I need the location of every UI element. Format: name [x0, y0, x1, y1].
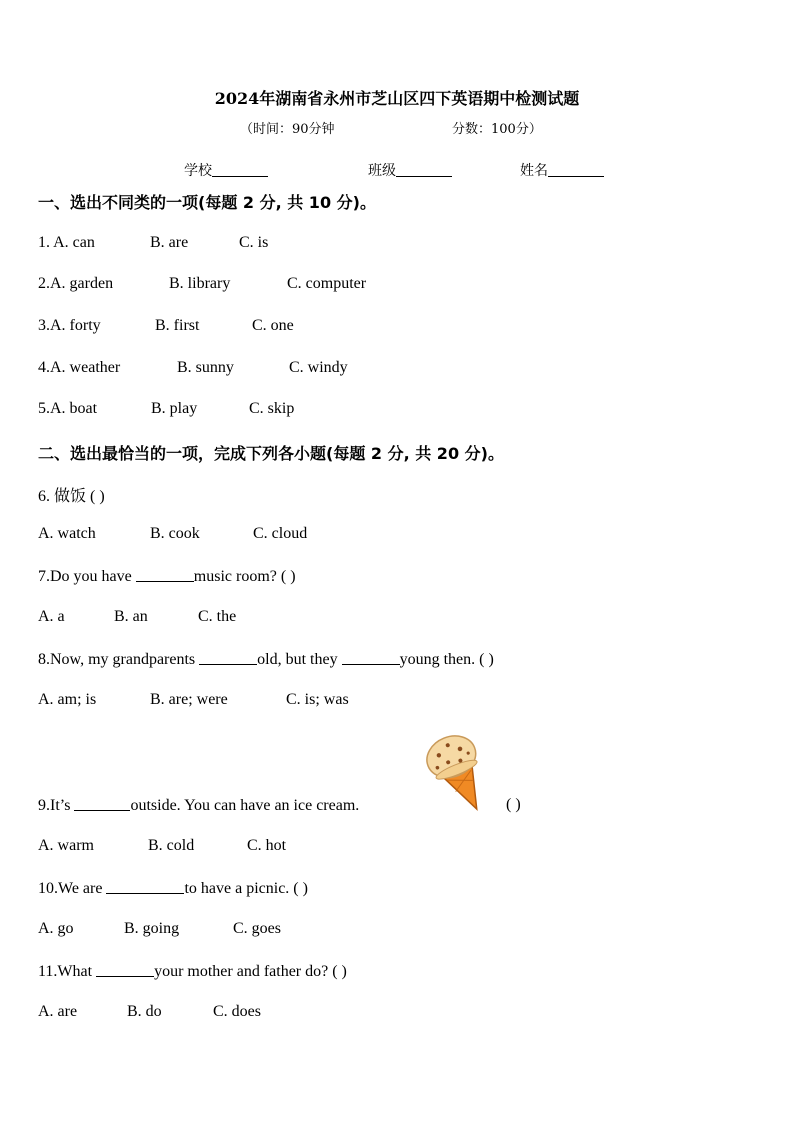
section-2-heading: 二、选出最恰当的一项，完成下列各小题(每题 2 分, 共 20 分)。 — [38, 444, 504, 463]
question-1 — [38, 234, 269, 252]
question-9-options — [38, 837, 287, 855]
name-blank[interactable] — [548, 162, 604, 177]
exam-score: 分数：100分） — [452, 122, 542, 137]
question-9-stem — [38, 796, 521, 815]
question-number: 1. — [38, 234, 54, 251]
stem-text: 8.Now, my grandparents — [38, 651, 200, 668]
option-b: B. cook — [150, 525, 200, 542]
option-a: A. are — [38, 1003, 78, 1020]
school-blank[interactable] — [212, 162, 268, 177]
option-b: B. first — [155, 317, 200, 334]
option-c: C. goes — [233, 920, 281, 937]
stem-text: 9.It’s — [38, 797, 75, 814]
answer-blank[interactable] — [96, 962, 154, 977]
option-b: B. play — [151, 400, 198, 417]
option-a: A. garden — [50, 275, 114, 292]
option-b: B. an — [114, 608, 148, 625]
stem-text: your mother and father do? ( ) — [154, 963, 347, 980]
question-6-stem: 6. 做饭 ( ) — [38, 488, 105, 505]
question-6-options — [38, 525, 308, 543]
option-c: C. is; was — [286, 691, 349, 708]
answer-blank[interactable] — [342, 650, 400, 665]
option-b: B. are; were — [150, 691, 228, 708]
option-c: C. does — [213, 1003, 261, 1020]
answer-blank[interactable] — [136, 567, 194, 582]
answer-blank[interactable] — [74, 796, 130, 811]
question-10-stem — [38, 879, 308, 898]
option-a: A. boat — [50, 400, 98, 417]
section-1-heading: 一、选出不同类的一项(每题 2 分, 共 10 分)。 — [38, 193, 376, 212]
option-b: B. cold — [148, 837, 195, 854]
option-a: A. can — [53, 234, 95, 251]
option-a: A. a — [38, 608, 65, 625]
answer-blank[interactable] — [106, 879, 184, 894]
option-b: B. do — [127, 1003, 162, 1020]
option-b: B. are — [150, 234, 189, 251]
option-a: A. warm — [38, 837, 94, 854]
stem-text: 10.We are — [38, 880, 107, 897]
stem-text: to have a picnic. ( ) — [184, 880, 308, 897]
question-number: 5. — [38, 400, 50, 417]
class-blank[interactable] — [396, 162, 452, 177]
stem-text: 11.What — [38, 963, 97, 980]
stem-text: old, but they — [257, 651, 342, 668]
question-7-options — [38, 608, 237, 626]
name-label: 姓名 — [520, 163, 548, 179]
answer-paren[interactable]: ( ) — [506, 796, 521, 813]
stem-text: young then. ( ) — [399, 651, 494, 668]
option-c: C. hot — [247, 837, 287, 854]
option-b: B. going — [124, 920, 180, 937]
option-a: A. am; is — [38, 691, 97, 708]
option-a: A. forty — [50, 317, 101, 334]
option-a: A. go — [38, 920, 74, 937]
option-c: C. the — [198, 608, 237, 625]
question-number: 2. — [38, 275, 50, 292]
page-title: 2024年湖南省永州市芝山区四下英语期中检测试题 — [214, 89, 580, 108]
option-b: B. library — [169, 275, 231, 292]
question-11-stem — [38, 962, 347, 981]
class-label: 班级 — [368, 163, 396, 179]
option-b: B. sunny — [177, 359, 234, 376]
question-10-options — [38, 920, 281, 938]
option-c: C. skip — [249, 400, 295, 417]
question-11-options — [38, 1003, 261, 1021]
option-a: A. weather — [50, 359, 121, 376]
question-8-options — [38, 691, 349, 709]
question-3 — [38, 317, 294, 335]
school-label: 学校 — [184, 163, 212, 179]
option-c: C. windy — [289, 359, 348, 376]
option-a: A. watch — [38, 525, 96, 542]
option-c: C. cloud — [253, 525, 308, 542]
school-field[interactable] — [184, 160, 268, 180]
stem-text: music room? ( ) — [193, 568, 296, 585]
option-c: C. is — [239, 234, 269, 251]
stem-text: 7.Do you have — [38, 568, 136, 585]
name-field[interactable] — [520, 160, 604, 180]
exam-time: （时间：90分钟 — [240, 122, 335, 137]
answer-blank[interactable] — [199, 650, 257, 665]
question-2 — [38, 275, 367, 293]
option-c: C. computer — [287, 275, 367, 292]
ice-cream-icon — [418, 728, 494, 814]
question-5 — [38, 400, 295, 418]
option-c: C. one — [252, 317, 294, 334]
question-7-stem — [38, 567, 296, 586]
question-number: 3. — [38, 317, 50, 334]
question-number: 4. — [38, 359, 50, 376]
question-8-stem — [38, 650, 494, 669]
stem-text: outside. You can have an ice cream. — [130, 797, 360, 814]
question-4 — [38, 359, 348, 377]
class-field[interactable] — [368, 160, 452, 180]
